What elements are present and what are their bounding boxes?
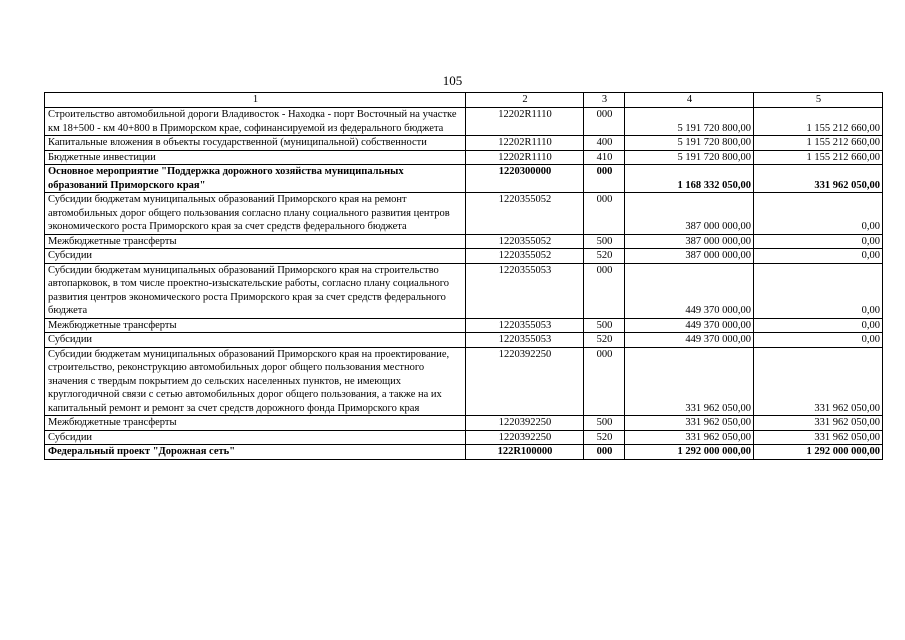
row-code-cell: 1220355052: [466, 249, 584, 264]
row-amount-cell: 331 962 050,00: [754, 165, 883, 193]
row-amount-cell: 0,00: [754, 193, 883, 235]
table-row: [45, 445, 883, 460]
row-amount-cell: 1 292 000 000,00: [625, 445, 754, 460]
row-amount-cell: 0,00: [754, 333, 883, 348]
table-row: [45, 108, 883, 136]
table-row: [45, 416, 883, 431]
table-row: [45, 136, 883, 151]
row-amount-cell: 0,00: [754, 318, 883, 333]
row-type-cell: 410: [584, 150, 625, 165]
row-name-cell: Капитальные вложения в объекты государственной (муниципальной) собственности: [45, 136, 466, 151]
row-amount-cell: 331 962 050,00: [754, 416, 883, 431]
row-amount-cell: 449 370 000,00: [625, 263, 754, 318]
row-amount-cell: 0,00: [754, 249, 883, 264]
row-amount-cell: 1 155 212 660,00: [754, 150, 883, 165]
row-amount-cell: 5 191 720 800,00: [625, 136, 754, 151]
row-type-cell: 520: [584, 430, 625, 445]
table-row: [45, 165, 883, 193]
row-name-cell: Субсидии: [45, 249, 466, 264]
row-name-cell: Субсидии бюджетам муниципальных образований Приморского края на ремонт автомобильных дорог общего пользования согласно плану социального развития центров экономического роста Приморского края за счет средств федерального бюджета: [45, 193, 466, 235]
row-type-cell: 500: [584, 416, 625, 431]
row-code-cell: 1220355053: [466, 333, 584, 348]
row-amount-cell: 0,00: [754, 234, 883, 249]
row-name-cell: Субсидии: [45, 430, 466, 445]
page-number: 105: [442, 73, 463, 88]
row-amount-cell: 449 370 000,00: [625, 318, 754, 333]
row-code-cell: 1220392250: [466, 347, 584, 416]
row-type-cell: 520: [584, 249, 625, 264]
row-code-cell: 1220392250: [466, 416, 584, 431]
row-type-cell: 000: [584, 165, 625, 193]
row-code-cell: 1220355053: [466, 263, 584, 318]
column-header: 3: [584, 93, 625, 108]
row-name-cell: Федеральный проект "Дорожная сеть": [45, 445, 466, 460]
row-type-cell: 500: [584, 234, 625, 249]
row-amount-cell: 387 000 000,00: [625, 249, 754, 264]
row-amount-cell: 1 292 000 000,00: [754, 445, 883, 460]
row-type-cell: 400: [584, 136, 625, 151]
row-name-cell: Субсидии бюджетам муниципальных образований Приморского края на проектирование, строительство, реконструкцию автомобильных дорог общего пользования местного значения с твердым покрытием до сельских населенных пунктов, не имеющих круглогодичной связи с сетью автомобильных дорог общего пользования, а также на их капитальный ремонт и ремонт за счет средств дорожного фонда Приморского края: [45, 347, 466, 416]
row-amount-cell: 0,00: [754, 263, 883, 318]
row-code-cell: 1220355052: [466, 234, 584, 249]
row-amount-cell: 331 962 050,00: [754, 347, 883, 416]
row-name-cell: Основное мероприятие "Поддержка дорожного хозяйства муниципальных образований Приморского края": [45, 165, 466, 193]
row-code-cell: 12202R1110: [466, 136, 584, 151]
table-row: [45, 249, 883, 264]
row-type-cell: 500: [584, 318, 625, 333]
table-row: [45, 263, 883, 318]
table-row: [45, 318, 883, 333]
row-amount-cell: 331 962 050,00: [625, 347, 754, 416]
header-row: [45, 93, 883, 108]
row-type-cell: 000: [584, 193, 625, 235]
row-code-cell: 12202R1110: [466, 150, 584, 165]
row-amount-cell: 1 155 212 660,00: [754, 136, 883, 151]
row-type-cell: 520: [584, 333, 625, 348]
table-row: [45, 234, 883, 249]
row-code-cell: 1220392250: [466, 430, 584, 445]
row-type-cell: 000: [584, 347, 625, 416]
row-amount-cell: 1 168 332 050,00: [625, 165, 754, 193]
row-name-cell: Межбюджетные трансферты: [45, 318, 466, 333]
row-type-cell: 000: [584, 108, 625, 136]
row-name-cell: Строительство автомобильной дороги Владивосток - Находка - порт Восточный на участке км 18+500 - км 40+800 в Приморском крае, софинансируемой из федерального бюджета: [45, 108, 466, 136]
row-name-cell: Субсидии бюджетам муниципальных образований Приморского края на строительство автопарковок, в том числе проектно-изыскательские работы, согласно плану социального развития центров экономического роста Приморского края за счет средств федерального бюджета: [45, 263, 466, 318]
column-header: 4: [625, 93, 754, 108]
row-name-cell: Межбюджетные трансферты: [45, 234, 466, 249]
row-code-cell: 12202R1110: [466, 108, 584, 136]
table-row: [45, 193, 883, 235]
row-amount-cell: 387 000 000,00: [625, 193, 754, 235]
table-row: [45, 347, 883, 416]
table-body: [45, 93, 883, 460]
row-amount-cell: 1 155 212 660,00: [754, 108, 883, 136]
row-name-cell: Бюджетные инвестиции: [45, 150, 466, 165]
row-amount-cell: 331 962 050,00: [625, 416, 754, 431]
row-type-cell: 000: [584, 445, 625, 460]
row-name-cell: Межбюджетные трансферты: [45, 416, 466, 431]
row-amount-cell: 331 962 050,00: [754, 430, 883, 445]
row-type-cell: 000: [584, 263, 625, 318]
column-header: 2: [466, 93, 584, 108]
column-header: 5: [754, 93, 883, 108]
row-code-cell: 1220300000: [466, 165, 584, 193]
budget-table: [44, 92, 883, 460]
table-row: [45, 430, 883, 445]
row-amount-cell: 449 370 000,00: [625, 333, 754, 348]
row-amount-cell: 5 191 720 800,00: [625, 150, 754, 165]
table-row: [45, 333, 883, 348]
row-code-cell: 122R100000: [466, 445, 584, 460]
table-row: [45, 150, 883, 165]
row-code-cell: 1220355053: [466, 318, 584, 333]
row-amount-cell: 5 191 720 800,00: [625, 108, 754, 136]
column-header: 1: [45, 93, 466, 108]
row-amount-cell: 331 962 050,00: [625, 430, 754, 445]
row-name-cell: Субсидии: [45, 333, 466, 348]
row-code-cell: 1220355052: [466, 193, 584, 235]
row-amount-cell: 387 000 000,00: [625, 234, 754, 249]
